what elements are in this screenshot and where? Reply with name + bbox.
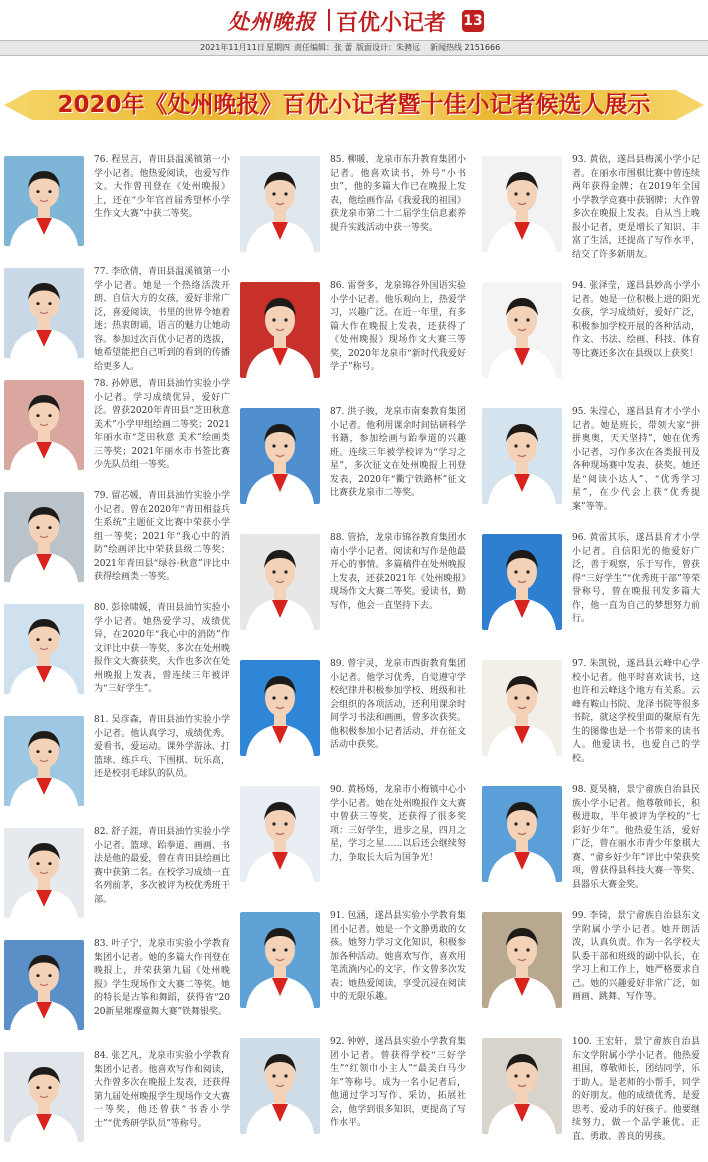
candidate-bio: 88. 管拾，龙泉市锦谷教育集团水南小学小记者。阅读和写作是他最开心的事情。多篇稿件在处州晚报上发表，还获2021年《处州晚报》现场作文大赛二等奖。爱读书，勤写作，他会一直坚持下去。 bbox=[330, 533, 466, 611]
info-bar bbox=[0, 40, 708, 56]
masthead-divider bbox=[328, 9, 330, 31]
candidate-photo bbox=[4, 604, 84, 694]
candidate-photo bbox=[240, 660, 320, 756]
headline-title: 2020年《处州晚报》百优小记者暨十佳小记者候选人展示 bbox=[57, 92, 651, 118]
candidate-photo bbox=[4, 940, 84, 1030]
candidate-photo bbox=[240, 156, 320, 252]
candidate-bio: 84. 张艺凡，龙泉市实验小学教育集团小记者。他喜欢写作和阅读，大作曾多次在晚报上发表，还获得第九届处州晚报学生现场作文大赛一等奖，他还曾获“书香小学士”“优秀研学队员”等称号。 bbox=[94, 1051, 230, 1129]
candidate-bio: 87. 洪子骏，龙泉市南秦教育集团小记者。他利用课余时间钻研科学书籍，参加绘画与跆拳道的兴趣班。连续三年被学校评为“学习之星”，多次征文在处州晚报上刊登发表，2020年“衢宁铁路杯”征文比赛获龙泉市二等奖。 bbox=[330, 407, 466, 498]
candidate-bio: 96. 黄雷其乐，遂昌县育才小学小记者。自信阳光的他爱好广泛，善于观察，乐于写作，曾获得“三好学生”“优秀班干部”等荣誉称号，曾在晚报刊发多篇大作，他一直为自己的梦想努力前行。 bbox=[572, 533, 700, 624]
candidate-photo bbox=[482, 660, 562, 756]
candidate-bio: 92. 钟婷，遂昌县实验小学教育集团小记者。曾获得学校“三好学生”“红领巾小主人”“最美白马少年”等称号。成为一名小记者后，他通过学习写作、采访，拓展社会，他学到很多知识，更提高了写作水平。 bbox=[330, 1037, 466, 1128]
candidate-bio: 100. 王宏轩，景宁畲族自治县东文学附属小学小记者。他热爱祖国，尊敬师长，团结同学，乐于助人。是老师的小帮手，同学的好朋友。他的成绩优秀，是爱思考、爱动手的好孩子。他要继续努力，做一个品学兼优、正直、勇敢、善良的男孩。 bbox=[572, 1037, 700, 1142]
candidate-bio: 80. 彭徐啸媛，青田县油竹实验小学小记者。她热爱学习，成绩优异，在2020年“我心中的消防”作文评比中获一等奖，多次在处州晚报作文大赛获奖，大作也多次在处州晚报上发表，曾连续三年被评为“三好学生”。 bbox=[94, 603, 230, 694]
candidate-bio: 94. 张泽莹，遂昌县妙高小学小记者。她是一位积极上进的阳光女孩，学习成绩好，爱好广泛，积极参加学校开展的各种活动，作文、书法、绘画、科技、体育等比赛还多次在县级以上获奖！ bbox=[572, 281, 700, 359]
candidate-photo bbox=[482, 912, 562, 1008]
masthead bbox=[0, 0, 708, 42]
candidate-bio: 99. 李锜，景宁畲族自治县东文学附属小学小记者。她开朗活泼，认真负责。作为一名学校大队委干部和班级的副中队长，在学习上和工作上，她严格要求自己。她的兴趣爱好非常广泛，如画画、跳舞、写作等。 bbox=[572, 911, 700, 1002]
candidate-photo bbox=[240, 786, 320, 882]
paper-logo: 处州晚报 bbox=[228, 9, 316, 34]
candidate-photo bbox=[240, 912, 320, 1008]
candidate-bio: 97. 朱凯锐，遂昌县云峰中心学校小记者。他平时喜欢读书，这也许和云峰这个地方有关系。云峰有鞍山书院、龙泽书院等很多书院，就这学校里面的聚原有先生的图像也是一个书带来的读书人。他爱读书，也爱自己的学校。 bbox=[572, 659, 700, 764]
candidate-photo bbox=[240, 534, 320, 630]
candidate-photo bbox=[4, 716, 84, 806]
candidate-photo bbox=[4, 828, 84, 918]
candidate-bio: 76. 程昱言，青田县温溪镇第一小学小记者。他热爱阅读，也爱写作文。大作曾刊登在《处州晚报》上，还在“少年官首届秀望杯小学生作文大赛”中获二等奖。 bbox=[94, 155, 230, 219]
candidate-bio: 82. 舒子涯，青田县油竹实验小学小记者。篮球、跆拳道、画画、书法是他的最爱，曾在青田县绘画比赛中获第二名。在校学习成绩一直名列前茅，多次被评为校优秀班干部。 bbox=[94, 827, 230, 905]
candidate-photo bbox=[4, 156, 84, 246]
candidate-bio: 90. 黄杨炀，龙泉市小梅镇中心小学小记者。她在处州晚报作文大赛中曾获三等奖，还获得了很多奖项：三好学生，进步之星，四月之星，学习之星……以后还会继续努力，争取长大后为国争光！ bbox=[330, 785, 466, 863]
candidate-photo bbox=[482, 1038, 562, 1134]
headline-banner bbox=[4, 84, 704, 128]
candidate-bio: 91. 包涵，遂昌县实验小学教育集团小记者。她是一个文静勇敢的女孩。她努力学习文化知识，积极参加各种活动。她喜欢写作，喜欢用笔流淌内心的文字，作文曾多次发表；她热爱阅读，享受沉浸在阅读中的无限乐趣。 bbox=[330, 911, 466, 1002]
candidate-bio: 86. 雷誉多，龙泉锦谷外国语实验小学小记者。他乐观向上，热爱学习，兴趣广泛。在近一年里，有多篇大作在晚报上发表，还获得了《处州晚报》现场作文大赛三等奖，2020年龙泉市“新时代我爱好学子”称号。 bbox=[330, 281, 466, 372]
candidate-bio: 93. 黄依，遂昌县梅溪小学小记者。在丽水市围棋比赛中曾连续两年获得金牌；在2019年全国小学教学竞赛中获钢牌；大作曾多次在晚报上发表。自从当上晚报小记者，更是增长了知识、丰富了生活，还提高了写作水平，结交了许多新朋友。 bbox=[572, 155, 700, 260]
candidate-photo bbox=[240, 282, 320, 378]
candidate-bio: 81. 吴彦森，青田县油竹实验小学小记者。他认真学习，成绩优秀。爱看书，爱运动。课外学游泳、打篮球、练乒乓、下围棋、玩乐高，还是校羽毛球队的队员。 bbox=[94, 715, 230, 779]
candidate-bio: 83. 叶子宁，龙泉市实验小学教育集团小记者。她的多篇大作刊登在晚报上，并荣获第九届《处州晚报》学生现场作文大赛二等奖。她的特长是古筝和舞蹈，获得省“2020新星璀璨童舞大赛”铁舞银奖。 bbox=[94, 939, 230, 1017]
candidate-bio: 85. 柳暖，龙泉市东升教育集团小记者。他喜欢读书，外号“小书虫”，他的多篇大作已在晚报上发表，他绘画作品《我爱我的祖国》获龙泉市第二十二届学生信息素养提升实践活动中获一等奖。 bbox=[330, 155, 466, 233]
issue-date: 2021年11月11日 bbox=[200, 43, 265, 52]
candidate-photo bbox=[4, 380, 84, 470]
candidate-bio: 77. 李欣倩，青田县温溪镇第一小学小记者。她是一个热络活泼开朗、自信大方的女孩，爱好非常广泛，喜爱阅读，书里的世界令她着迷；热衷朗诵，语言的魅力让她动容。参加过次百优小记者的选拔，她希望能把自己听到的看到的传播给更多人。 bbox=[94, 267, 230, 372]
candidate-bio: 89. 曾宇灵，龙泉市西街教育集团小记者。他学习优秀，自觉遵守学校纪律并积极参加学校、班级和社会组织的各项活动，还利用课余时间学习书法和画画，曾多次获奖。他积极参加小记者活动，并在征文活动中获奖。 bbox=[330, 659, 466, 750]
candidate-bio: 79. 留芯媛，青田县油竹实验小学小记者。曾在2020年“青田相益兵生系统”主题征文比赛中荣获小学组一等奖；2021年“我心中的消防”绘画评比中荣获县级二等奖；2021年青田县“绿谷·秋意”评比中获得绘画类一等奖。 bbox=[94, 491, 230, 582]
issue-weekday: 星期四 bbox=[266, 43, 290, 52]
candidate-bio: 95. 朱滢心，遂昌县育才小学小记者。她是班长，带领大家“拼拼奥奥，天天坚持”，她在优秀小记者，习作多次在各类报刊及各种现场赛中发表、获奖。她还是“阅读小达人”、“优秀学习星”，在少代会上获“优秀提案”等等。 bbox=[572, 407, 700, 512]
candidate-photo bbox=[482, 156, 562, 252]
editor-credit: 责任编辑：张 蕾 bbox=[294, 43, 353, 52]
candidate-photo bbox=[482, 786, 562, 882]
candidate-photo bbox=[4, 492, 84, 582]
candidate-photo bbox=[482, 534, 562, 630]
candidate-photo bbox=[482, 282, 562, 378]
column-title: 百优小记者 bbox=[336, 10, 447, 36]
candidate-bio: 98. 夏昊楠，景宁畲族自治县民族小学小记者。他尊敬师长，积极进取，半年被评为学校的“七彩好少年”。他热爱生活，爱好广泛，曾在丽水市青少年象棋大赛、“畲乡好少年”评比中荣获奖项，曾获得县科技大赛一等奖、县器乐大赛金奖。 bbox=[572, 785, 700, 890]
candidate-photo bbox=[4, 268, 84, 358]
candidate-photo bbox=[4, 1052, 84, 1142]
page-number-badge: 13 bbox=[462, 10, 484, 32]
candidate-bio: 78. 孙婷恩，青田县油竹实验小学小记者。学习成绩优异，爱好广泛。曾获2020年青田县“芝田秋意 美术”小学甲组绘画二等奖；2021年丽水市“芝田秋意 美术”绘画类三等奖；2021年丽水市书签比赛少先队员组一等奖。 bbox=[94, 379, 230, 470]
candidate-photo bbox=[240, 408, 320, 504]
candidate-photo bbox=[240, 1038, 320, 1134]
candidate-photo bbox=[482, 408, 562, 504]
news-hotline: 新闻热线 2151666 bbox=[430, 43, 501, 52]
designer-credit: 版面设计：朱骋远 bbox=[356, 43, 420, 52]
